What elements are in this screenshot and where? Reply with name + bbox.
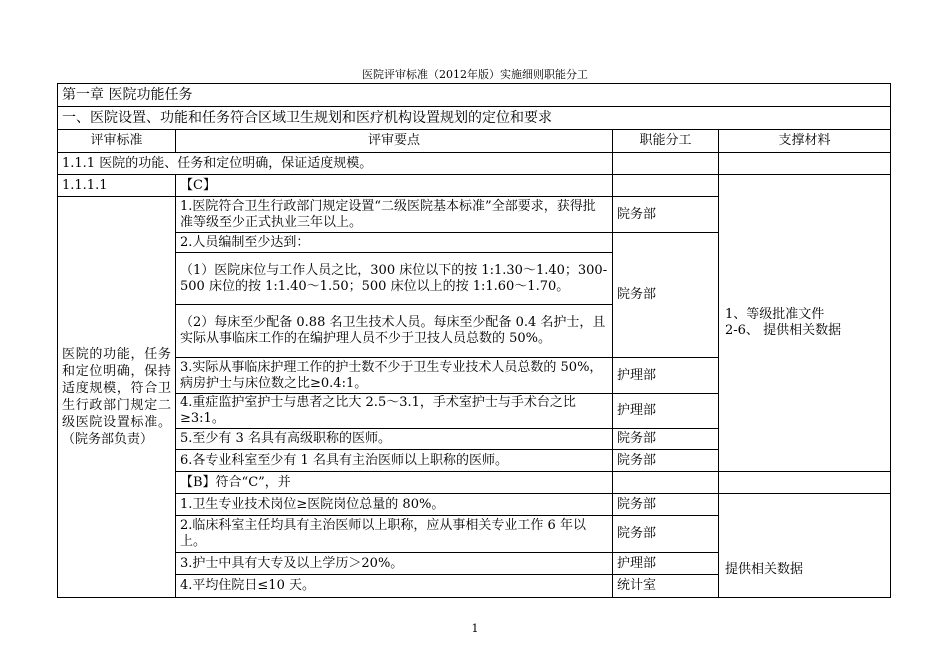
page-header: 医院评审标准（2012年版）实施细则职能分工 xyxy=(362,68,588,81)
c-item-3: 3.实际从事临床护理工作的护士数不少于卫生专业技术人员总数的 50%，病房护士与床位数之比≥0.4:1。 xyxy=(175,357,613,394)
level-c-label: 【C】 xyxy=(175,174,613,197)
item-1-1-1-materials xyxy=(718,152,891,175)
c-item-2-2: （2）每床至少配备 0.88 名卫生技术人员。每床至少配备 0.4 名护士，且实际从事临床工作的在编护理人员不少于卫技人员总数的 50%。 xyxy=(175,304,613,358)
level-b-division xyxy=(612,471,719,494)
c-materials-line-1: 1、等级批准文件 xyxy=(725,307,825,322)
header-standard: 评审标准 xyxy=(57,129,176,153)
c-division-3: 护理部 xyxy=(612,357,719,394)
c-materials xyxy=(718,174,891,472)
c-division-4: 护理部 xyxy=(612,393,719,429)
level-c-division xyxy=(612,174,719,197)
b-division-1: 院务部 xyxy=(612,493,719,516)
c-division-2: 院务部 xyxy=(612,232,719,358)
item-1-1-1: 1.1.1 医院的功能、任务和定位明确，保证适度规模。 xyxy=(57,152,613,175)
header-requirement: 评审要点 xyxy=(175,129,613,153)
b-item-1: 1.卫生专业技术岗位≥医院岗位总量的 80%。 xyxy=(175,493,613,516)
section-title: 一、医院设置、功能和任务符合区域卫生规划和医疗机构设置规划的定位和要求 xyxy=(57,106,891,130)
b-division-4: 统计室 xyxy=(612,574,719,598)
c-division-5: 院务部 xyxy=(612,428,719,450)
b-item-3: 3.护士中具有大专及以上学历＞20%。 xyxy=(175,552,613,575)
level-b-materials-blank xyxy=(718,471,891,494)
c-division-6: 院务部 xyxy=(612,449,719,472)
b-materials xyxy=(718,493,891,598)
header-division: 职能分工 xyxy=(612,129,719,153)
level-b-label: 【B】符合“C”，并 xyxy=(175,471,613,494)
standard-code: 1.1.1.1 xyxy=(57,174,176,197)
c-item-4: 4.重症监护室护士与患者之比大 2.5～3.1，手术室护士与手术台之比≥3:1。 xyxy=(175,393,613,429)
c-division-1: 院务部 xyxy=(612,196,719,233)
c-item-2: 2.人员编制至少达到： xyxy=(175,232,613,253)
standard-text: 医院的功能，任务和定位明确，保持适度规模，符合卫生行政部门规定二级医院设置标准。（院务部负责） xyxy=(57,196,176,598)
b-division-2: 院务部 xyxy=(612,515,719,553)
c-item-6: 6.各专业科室至少有 1 名具有主治医师以上职称的医师。 xyxy=(175,449,613,472)
b-division-3: 护理部 xyxy=(612,552,719,575)
c-materials-line-2: 2-6、 提供相关数据 xyxy=(725,323,842,338)
b-materials-text: 提供相关数据 xyxy=(725,562,804,577)
b-item-2: 2.临床科室主任均具有主治医师以上职称，应从事相关专业工作 6 年以上。 xyxy=(175,515,613,553)
c-item-1: 1.医院符合卫生行政部门规定设置“二级医院基本标准”全部要求，获得批准等级至少正式执业三年以上。 xyxy=(175,196,613,233)
header-materials: 支撑材料 xyxy=(718,129,891,153)
c-item-2-1: （1）医院床位与工作人员之比，300 床位以下的按 1:1.30～1.40；300-500 床位的按 1:1.40～1.50；500 床位以上的按 1:1.60～1.70。 xyxy=(175,252,613,305)
page-number: 1 xyxy=(471,622,479,635)
b-item-4: 4.平均住院日≤10 天。 xyxy=(175,574,613,598)
item-1-1-1-division xyxy=(612,152,719,175)
standards-table xyxy=(57,83,891,598)
c-item-5: 5.至少有 3 名具有高级职称的医师。 xyxy=(175,428,613,450)
chapter-title: 第一章 医院功能任务 xyxy=(57,83,891,107)
